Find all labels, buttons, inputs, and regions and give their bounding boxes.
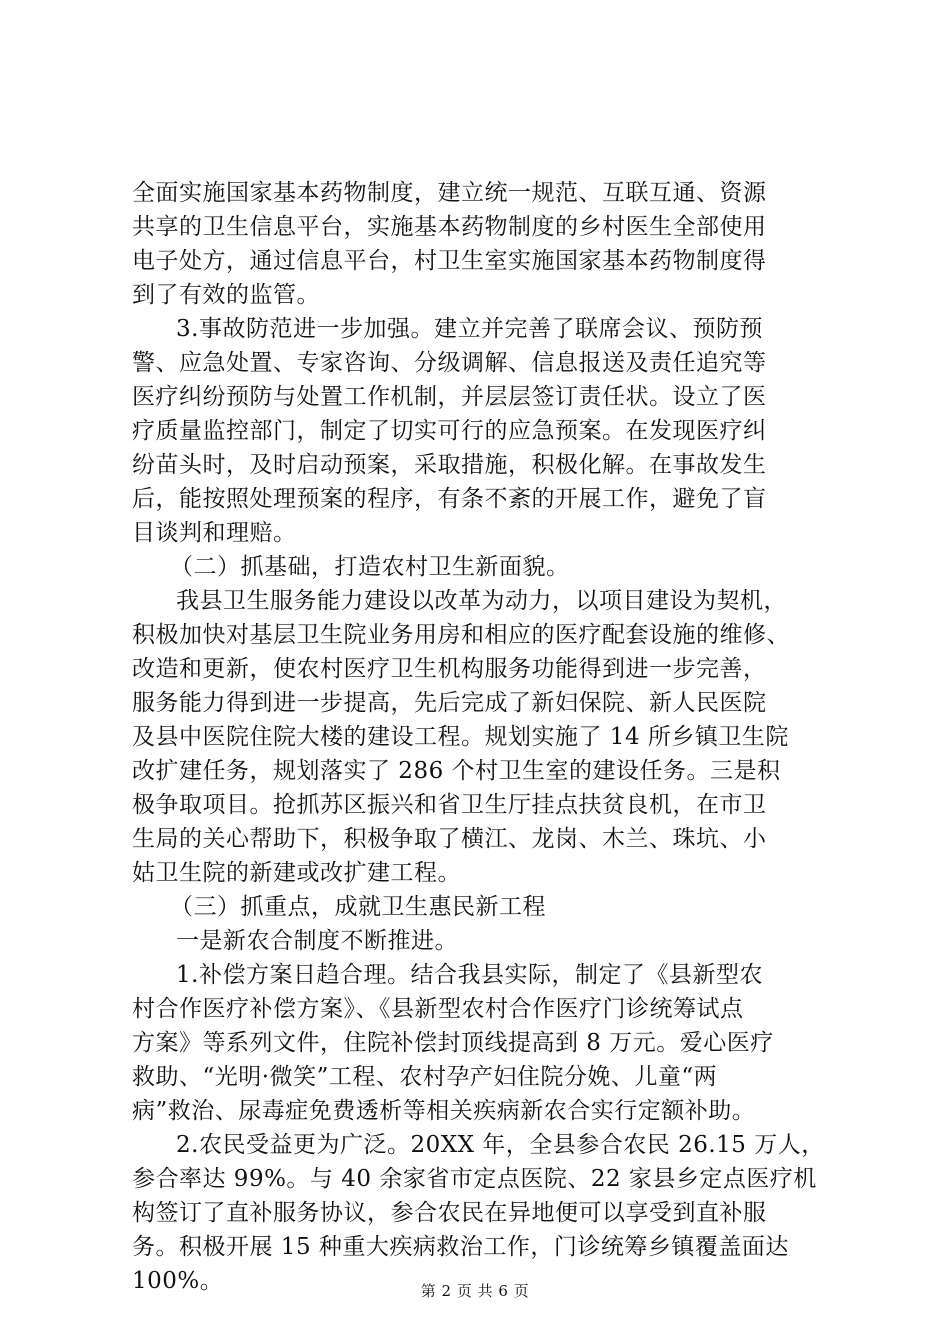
text-line: 方案》等系列文件，住院补偿封顶线提高到 8 万元。爱心医疗 (132, 1030, 774, 1056)
text-line: 医疗纠纷预防与处置工作机制，并层层签订责任状。设立了医 (132, 384, 767, 410)
text-line: 共享的卫生信息平台，实施基本药物制度的乡村医生全部使用 (132, 214, 767, 240)
text-line: 病”救治、尿毒症免费透析等相关疾病新农合实行定额补助。 (132, 1098, 756, 1124)
page-number: 第 2 页 共 6 页 (420, 1282, 530, 1300)
text-line: 全面实施国家基本药物制度，建立统一规范、互联互通、资源 (132, 180, 767, 206)
text-line: 极争取项目。抢抓苏区振兴和省卫生厅挂点扶贫良机，在市卫 (132, 792, 767, 818)
page-footer (0, 1281, 950, 1301)
text-line: 积极加快对基层卫生院业务用房和相应的医疗配套设施的维修、 (132, 622, 790, 648)
text-line: 救助、“光明·微笑”工程、农村孕产妇住院分娩、儿童“两 (132, 1064, 718, 1090)
text-line: 警、应急处置、专家咨询、分级调解、信息报送及责任追究等 (132, 350, 767, 376)
section-heading: （二）抓基础，打造农村卫生新面貌。 (170, 554, 570, 580)
text-line: 后，能按照处理预案的程序，有条不紊的开展工作，避免了盲 (132, 486, 767, 512)
text-line: 疗质量监控部门，制定了切实可行的应急预案。在发现医疗纠 (132, 418, 767, 444)
text-line: 改造和更新，使农村医疗卫生机构服务功能得到进一步完善， (132, 656, 767, 682)
text-line: 及县中医院住院大楼的建设工程。规划实施了 14 所乡镇卫生院 (132, 724, 789, 750)
text-line: 改扩建任务，规划落实了 286 个村卫生室的建设任务。三是积 (132, 758, 781, 784)
text-line: 参合率达 99%。与 40 余家省市定点医院、22 家县乡定点医疗机 (132, 1166, 817, 1192)
text-line: 100%。 (132, 1268, 224, 1294)
text-line: 电子处方，通过信息平台，村卫生室实施国家基本药物制度得 (132, 248, 767, 274)
text-line: 构签订了直补服务协议，参合农民在异地便可以享受到直补服 (132, 1200, 767, 1226)
text-line: 纷苗头时，及时启动预案，采取措施，积极化解。在事故发生 (132, 452, 767, 478)
text-line: 务。积极开展 15 种重大疾病救治工作，门诊统筹乡镇覆盖面达 (132, 1234, 789, 1260)
paragraph-start-line: 1.补偿方案日趋合理。结合我县实际，制定了《县新型农 (176, 962, 763, 988)
paragraph-start-line: 我县卫生服务能力建设以改革为动力，以项目建设为契机， (176, 588, 787, 614)
text-line: 村合作医疗补偿方案》、《县新型农村合作医疗门诊统筹试点 (132, 996, 744, 1022)
text-line: 到了有效的监管。 (132, 282, 320, 308)
section-heading: （三）抓重点，成就卫生惠民新工程 (170, 894, 546, 920)
text-line: 服务能力得到进一步提高，先后完成了新妇保院、新人民医院 (132, 690, 767, 716)
text-line: 生局的关心帮助下，积极争取了横江、龙岗、木兰、珠坑、小 (132, 826, 767, 852)
text-line: 目谈判和理赔。 (132, 520, 297, 546)
document-body (132, 176, 832, 1298)
paragraph-start-line: 一是新农合制度不断推进。 (176, 928, 458, 954)
paragraph-start-line: 3.事故防范进一步加强。建立并完善了联席会议、预防预 (176, 316, 763, 342)
paragraph-start-line: 2.农民受益更为广泛。20XX 年，全县参合农民 26.15 万人， (176, 1132, 825, 1158)
text-line: 姑卫生院的新建或改扩建工程。 (132, 860, 461, 886)
